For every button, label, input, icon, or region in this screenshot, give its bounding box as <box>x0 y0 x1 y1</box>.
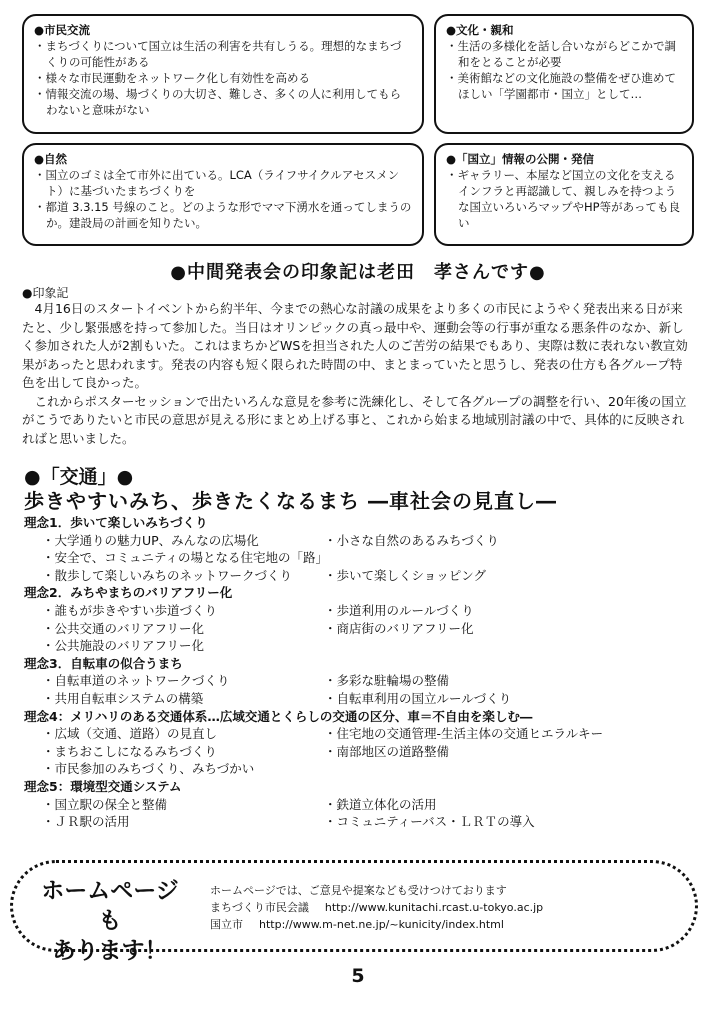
principles-list <box>24 514 704 831</box>
homepage-title-line: あります！ <box>52 938 168 964</box>
list-item: ・ まちづくりについて国立は生活の利害を共有しうる。理想的なまちづくりの可能性がある <box>34 38 412 70</box>
impression-paragraph: 4月16日のスタートイベントから約半年、今までの熱心な討議の成果をより多くの市民にようやく発表出来る日が来たと、少し緊張感を持って参加した。当日はオリンピックの真っ最中や、運動会等の行事が重なる悪条件のなか、新しく参加された人が2割もいた。これはまちかどWSを担当された人のご苦労の結果でもあり、実際は数に表れない教宣効果があったと思われます。発表の内容も短く限られた時間の中、まとまっていたと思うし、発表の仕方も各グループ特色を出して良かった。 <box>22 301 688 390</box>
principle-title: 理念4：メリハリのある交通体系…広域交通とくらしの交通の区分、車＝不自由を楽しむ― <box>24 708 533 724</box>
impression-body <box>22 300 694 448</box>
homepage-link-row <box>210 916 543 933</box>
info-publication-box <box>434 143 694 246</box>
principle-row <box>24 690 704 708</box>
homepage-title <box>30 876 190 966</box>
principle-item: ・ＪＲ駅の活用 <box>42 814 130 830</box>
list-item: ・ 様々な市民運動をネットワーク化し有効性を高める <box>34 70 412 86</box>
homepage-intro: ホームページでは、ご意見や提案なども受けつけております <box>210 884 507 897</box>
principle-item: ・まちおこしになるみちづくり <box>42 743 217 759</box>
list-item: ・ 都道 3.3.15 号線のこと。どのような形でママ下湧水を通ってしまうのか。建設局の計画を知りたい。 <box>34 199 412 231</box>
list-item: ・ 生活の多様化を話し合いながらどこかで調和をとることが必要 <box>446 38 682 70</box>
principle-item: ・鉄道立体化の活用 <box>324 796 437 812</box>
homepage-link-row <box>210 899 543 916</box>
principle-item: ・自転車道のネットワークづくり <box>42 673 230 689</box>
box-title: ●自然 <box>34 152 68 166</box>
traffic-heading: ●「交通」● <box>24 466 134 488</box>
page-number: 5 <box>351 965 365 987</box>
principle-item: ・歩道利用のルールづくり <box>324 602 474 618</box>
nature-box <box>22 143 424 246</box>
principle-item: ・散歩して楽しいみちのネットワークづくり <box>42 567 293 583</box>
impression-title: ●中間発表会の印象記は老田 孝さんです● <box>170 262 546 283</box>
principle-item: ・広域（交通、道路）の見直し <box>42 726 218 742</box>
homepage-info <box>210 882 543 933</box>
principle-5 <box>24 778 704 831</box>
principle-item: ・商店街のバリアフリー化 <box>324 620 474 636</box>
principle-item <box>324 760 704 778</box>
list-item: ・ ギャラリー、本屋など国立の文化を支えるインフラと再認識して、親しみを持つような国立いろいろマップやHP等があっても良い <box>446 167 682 231</box>
homepage-link-url[interactable]: http://www.kunitachi.rcast.u-tokyo.ac.jp <box>324 901 544 914</box>
impression-paragraph: これからポスターセッションで出たいろんな意見を参考に洗練化し、そして各グループの調整を行い、20年後の国立がこうでありたいと市民の意思が見える形にまとめ上げる事と、これから始まる地域別討議の中で、具体的に反映されればと思いました。 <box>22 393 687 446</box>
principle-row <box>24 743 704 761</box>
list-item: ・ 美術館などの文化施設の整備をぜひ進めてほしい「学園都市・国立」として… <box>446 70 682 102</box>
principle-row <box>24 796 704 814</box>
principle-item: ・誰もが歩きやすい歩道づくり <box>42 602 218 618</box>
principle-row <box>24 532 704 550</box>
principle-item: ・多彩な駐輪場の整備 <box>324 673 450 689</box>
principle-row <box>24 725 704 743</box>
principle-row <box>24 672 704 690</box>
principle-item: ・南部地区の道路整備 <box>324 743 450 759</box>
principle-item: ・コミュニティーバス・ＬＲＴの導入 <box>324 814 535 830</box>
principle-row <box>24 602 704 620</box>
principle-row <box>24 813 704 831</box>
principle-item: ・小さな自然のあるみちづくり <box>324 532 499 548</box>
homepage-link-url[interactable]: http://www.m-net.ne.jp/~kunicity/index.html <box>259 918 504 931</box>
principle-3 <box>24 655 704 708</box>
homepage-link-label: 国立市 <box>210 918 243 931</box>
principle-title: 理念1．歩いて楽しいみちづくり <box>24 515 208 530</box>
principle-2 <box>24 584 704 654</box>
principle-item: ・自転車利用の国立ルールづくり <box>324 690 512 706</box>
principle-item: ・大学通りの魅力UP、みんなの広場化 <box>42 532 259 548</box>
principle-row <box>24 549 704 567</box>
principle-item: ・国立駅の保全と整備 <box>42 796 168 812</box>
principle-item: ・公共施設のバリアフリー化 <box>42 638 205 654</box>
homepage-link-label: まちづくり市民会議 <box>210 901 309 914</box>
principle-item <box>324 637 704 655</box>
principle-item: ・共用自転車システムの構築 <box>42 690 204 706</box>
principle-row <box>24 620 704 638</box>
principle-title: 理念5：環境型交通システム <box>24 778 182 794</box>
principle-item: ・歩いて楽しくショッピング <box>324 567 487 583</box>
principle-title: 理念3．自転車の似合うまち <box>24 655 183 671</box>
traffic-subtitle: 歩きやすいみち、歩きたくなるまち ―車社会の見直し― <box>24 489 557 513</box>
principle-item: ・公共交通のバリアフリー化 <box>42 620 205 636</box>
principle-item: ・市民参加のみちづくり、みちづかい <box>42 761 255 777</box>
civic-exchange-box <box>22 14 424 134</box>
list-item: ・ 国立のゴミは全て市外に出ている。LCA（ライフサイクルアセスメント）に基づいたまちづくりを <box>34 167 412 199</box>
impression-label: ●印象記 <box>22 286 69 300</box>
list-item: ・ 情報交流の場、場づくりの大切さ、難しさ、多くの人に利用してもらわないと意味がない <box>34 86 412 118</box>
box-title: ●市民交流 <box>34 23 91 37</box>
principle-title: 理念2．みちやまちのバリアフリー化 <box>24 585 233 601</box>
principle-row <box>24 567 704 585</box>
principle-1 <box>24 514 704 584</box>
culture-box <box>434 14 694 134</box>
box-title: ●文化・親和 <box>446 23 514 37</box>
homepage-title-line: ホームページも <box>41 878 179 934</box>
principle-item <box>324 549 704 567</box>
box-title: ●「国立」情報の公開・発信 <box>446 152 595 166</box>
principle-item: ・住宅地の交通管理-生活主体の交通ヒエラルキー <box>324 726 604 742</box>
principle-row <box>24 760 704 778</box>
principle-item: ・安全で、コミュニティの場となる住宅地の「路」 <box>42 550 329 566</box>
principle-row <box>24 637 704 655</box>
principle-4 <box>24 708 704 778</box>
